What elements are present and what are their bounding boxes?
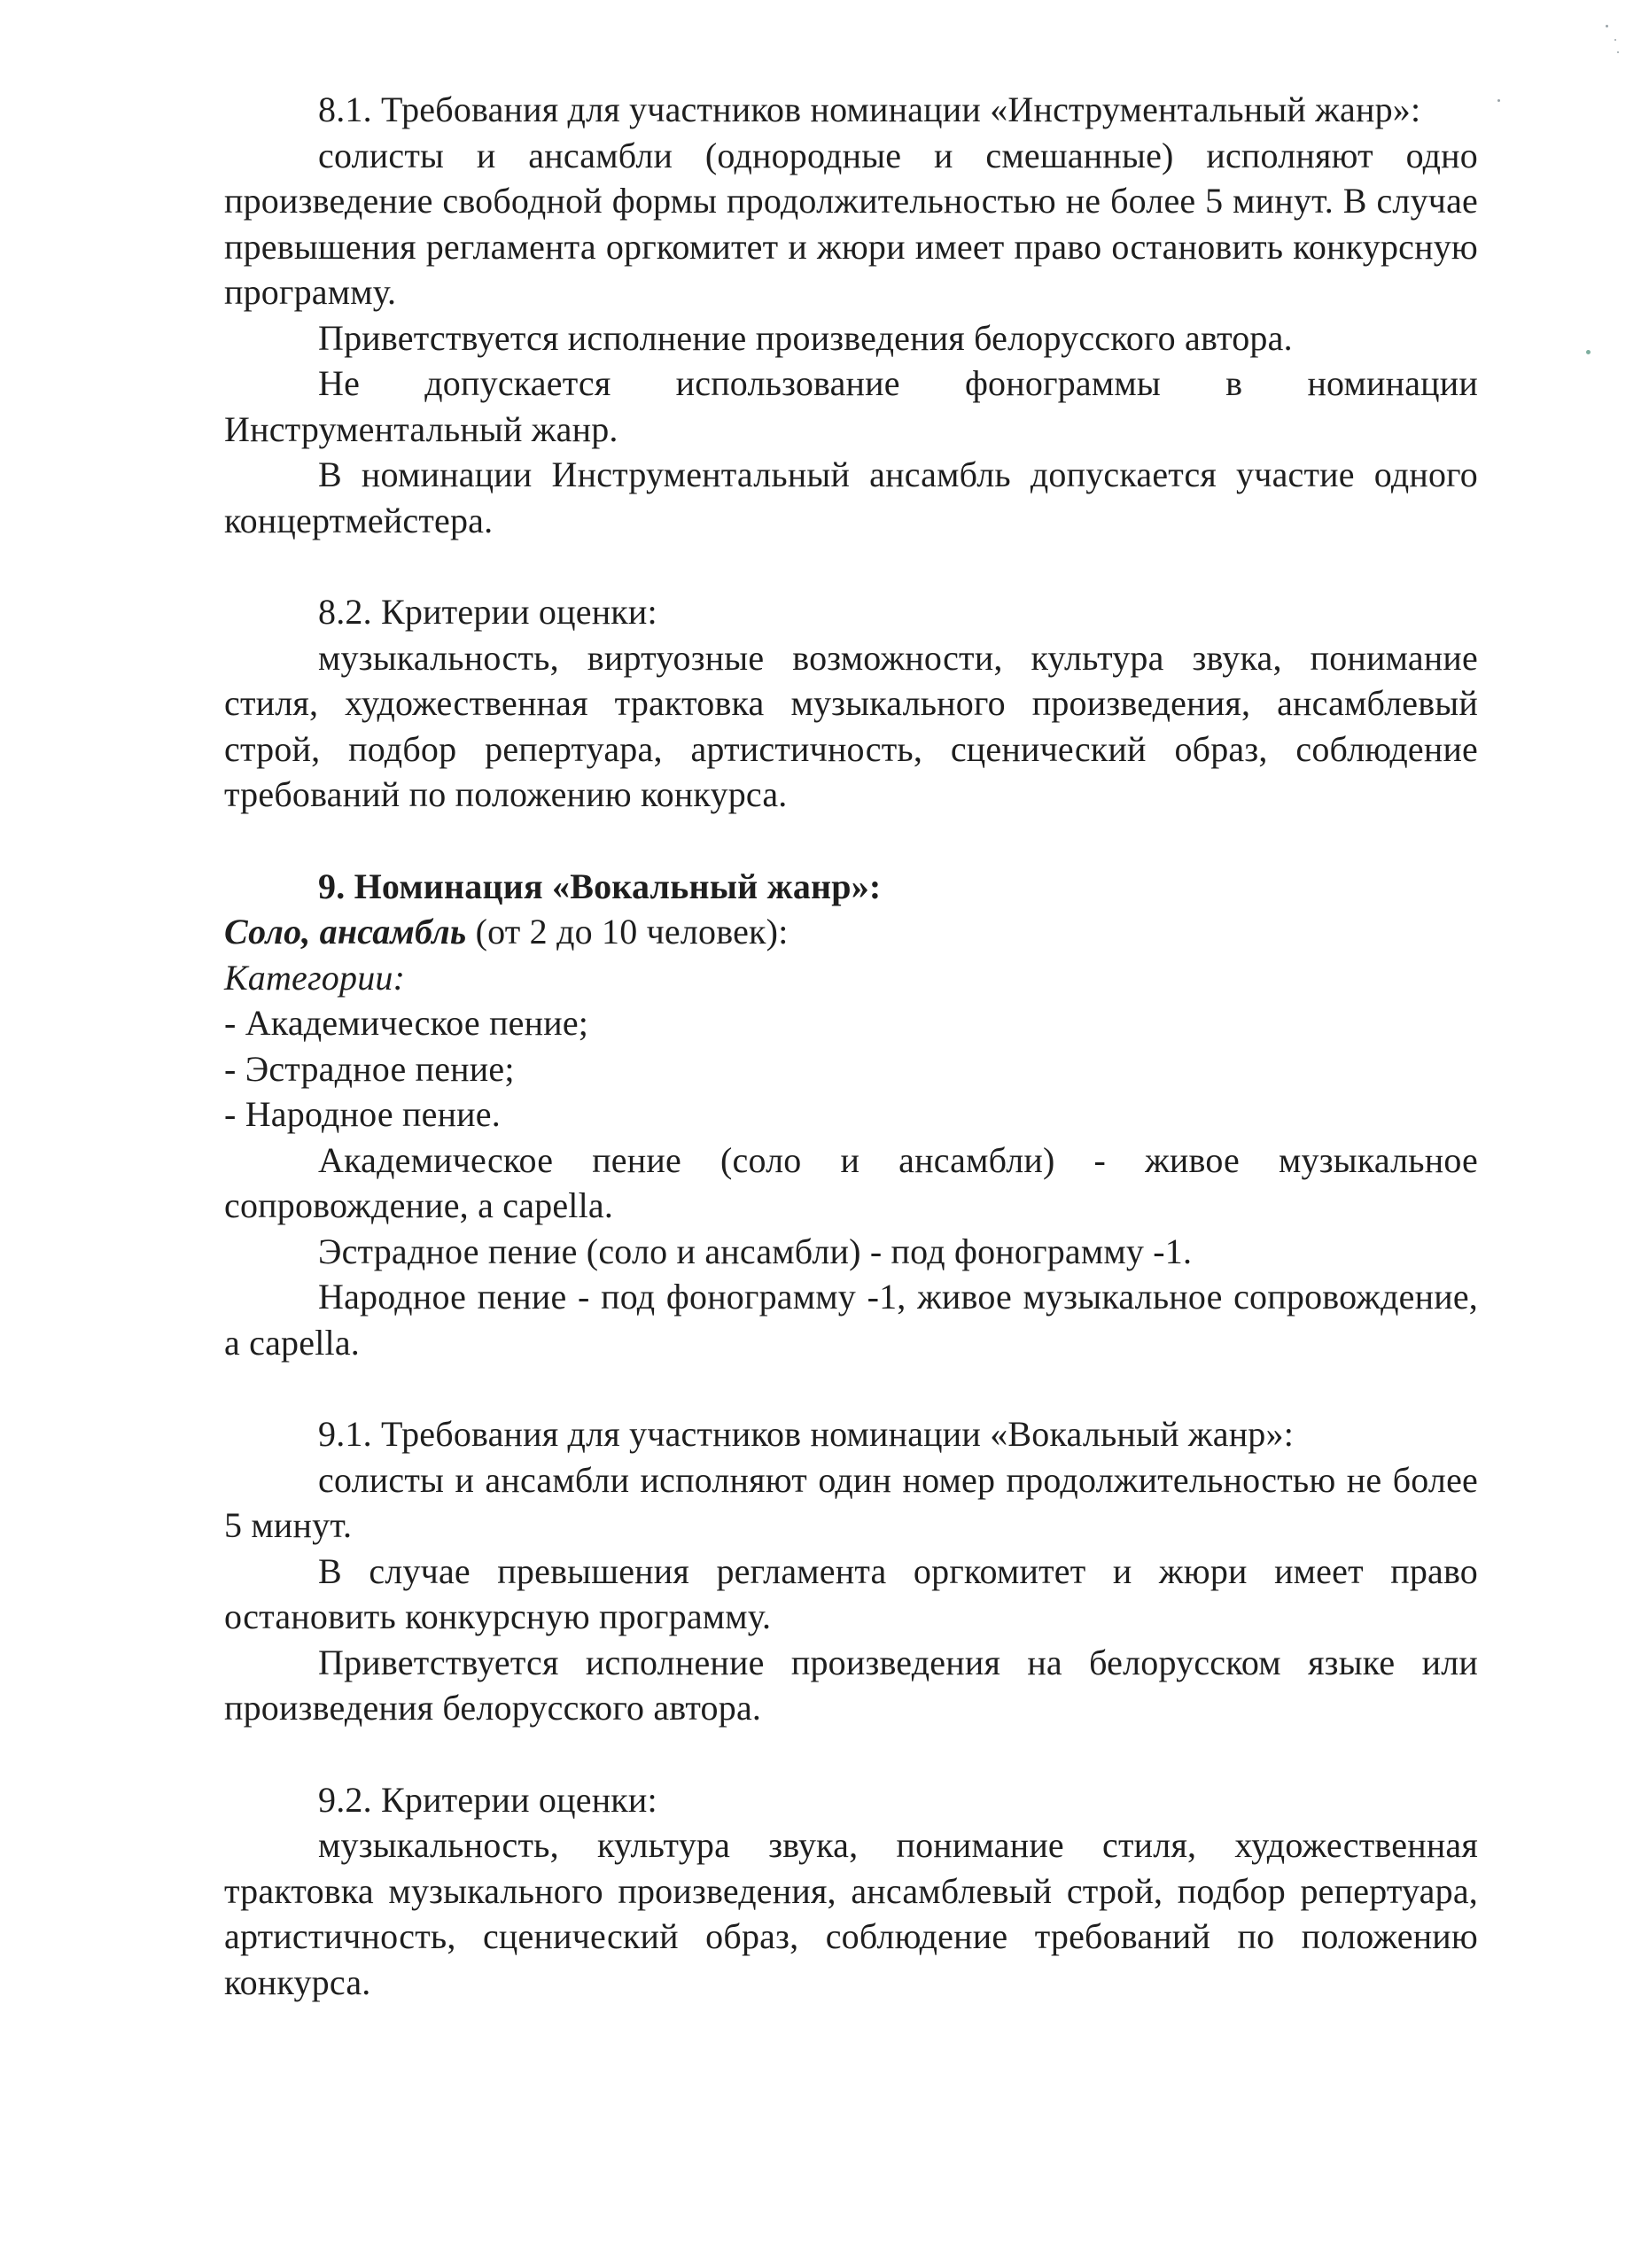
section-8-1-paragraph-2: Приветствуется исполнение произведения белорусского автора. <box>318 317 1293 358</box>
scan-speck <box>1617 51 1619 53</box>
section-8-2-paragraph-1: музыкальность, виртуозные возможности, культура звука, понимание стиля, художественная трактовка музыкального произведения, ансамблевый строй, подбор репертуара, артистичность, сценический образ, соблюдение требований по положению конкурса. <box>224 637 1478 814</box>
category-item-academic: - Академическое пение; <box>224 1003 589 1043</box>
section-9-paragraph-folk: Народное пение - под фонограмму -1, живое музыкальное сопровождение, a capella. <box>224 1277 1478 1363</box>
section-8-1-paragraph-1: солисты и ансамбли (однородные и смешанные) исполняют одно произведение свободной формы продолжительностью не более 5 минут. В случае превышения регламента оргкомитет и жюри имеет право остановить конкурсную программу. <box>224 135 1478 312</box>
scan-speck <box>1606 25 1608 27</box>
scan-speck <box>1614 39 1616 41</box>
section-9-1-paragraph-2: В случае превышения регламента оргкомитет и жюри имеет право остановить конкурсную программу. <box>224 1550 1478 1636</box>
categories-label: Категории: <box>224 957 406 998</box>
section-9-1-title: 9.1. Требования для участников номинации «Вокальный жанр»: <box>318 1414 1295 1454</box>
section-9-paragraph-academic: Академическое пение (соло и ансамбли) - живое музыкальное сопровождение, a capella. <box>224 1139 1478 1225</box>
spacer <box>224 543 1478 589</box>
section-9-1-paragraph-3: Приветствуется исполнение произведения на белорусском языке или произведения белорусского автора. <box>224 1642 1478 1728</box>
scan-speck <box>1586 350 1591 354</box>
section-8-1-paragraph-3: Не допускается использование фонограммы в номинации Инструментальный жанр. <box>224 363 1478 449</box>
section-9-2-paragraph-1: музыкальность, культура звука, понимание стиля, художественная трактовка музыкального произведения, ансамблевый строй, подбор репертуара, артистичность, сценический образ, соблюдение требований по положению конкурса. <box>224 1825 1478 2002</box>
category-item-estrada: - Эстрадное пение; <box>224 1048 515 1089</box>
solo-ensemble-line <box>224 909 1478 955</box>
solo-ensemble-label: Соло, ансамбль <box>224 912 467 951</box>
section-9-heading: 9. Номинация «Вокальный жанр»: <box>318 866 882 906</box>
section-9-2-title: 9.2. Критерии оценки: <box>318 1779 657 1820</box>
section-8-1-paragraph-4: В номинации Инструментальный ансамбль допускается участие одного концертмейстера. <box>224 454 1478 540</box>
spacer <box>224 1365 1478 1411</box>
scan-speck <box>1497 99 1500 102</box>
section-9-1-paragraph-1: солисты и ансамбли исполняют один номер продолжительностью не более 5 минут. <box>224 1459 1478 1545</box>
section-8-1-title: 8.1. Требования для участников номинации «Инструментальный жанр»: <box>318 89 1421 129</box>
solo-ensemble-count: (от 2 до 10 человек): <box>466 912 789 951</box>
category-item-folk: - Народное пение. <box>224 1094 501 1134</box>
document-page <box>224 87 1478 2005</box>
section-9-paragraph-estrada: Эстрадное пение (соло и ансамбли) - под фонограмму -1. <box>318 1231 1193 1271</box>
section-8-2-title: 8.2. Критерии оценки: <box>318 592 657 632</box>
spacer <box>224 818 1478 864</box>
spacer <box>224 1731 1478 1777</box>
